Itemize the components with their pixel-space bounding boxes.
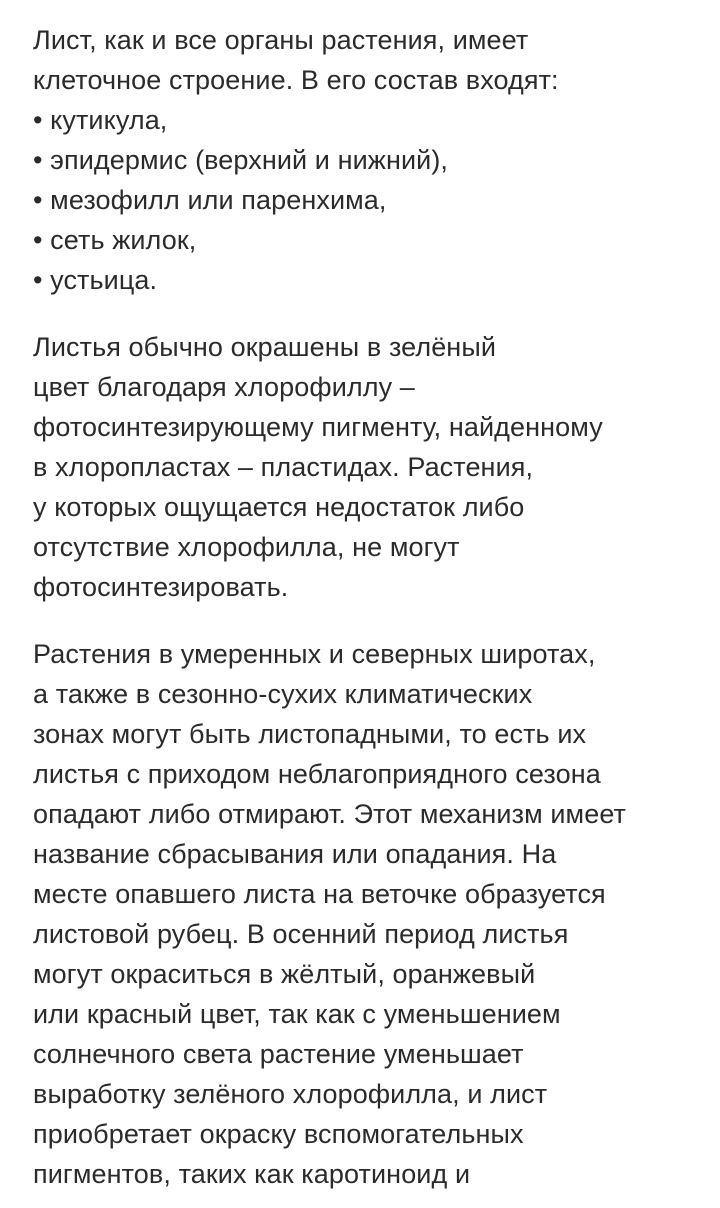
text-line: у которых ощущается недостаток либо [33, 492, 525, 522]
text-line: опадают либо отмирают. Этот механизм имеет [33, 799, 627, 829]
text-line: фотосинтезировать. [33, 572, 289, 602]
text-line: Лист, как и все органы растения, имеет [33, 25, 529, 55]
text-line: приобретает окраску вспомогательных [33, 1119, 524, 1149]
text-line: листья с приходом неблагоприядного сезона [33, 759, 601, 789]
paragraph-leaf-structure [33, 20, 713, 300]
list-item: • сеть жилок, [33, 225, 197, 255]
list-item: • мезофилл или паренхима, [33, 185, 387, 215]
text-line: фотосинтезирующему пигменту, найденному [33, 412, 603, 442]
list-item: • кутикула, [33, 105, 168, 135]
text-line: или красный цвет, так как с уменьшением [33, 999, 561, 1029]
paragraph-spacer [33, 300, 713, 327]
document-body [33, 20, 713, 1194]
text-line: месте опавшего листа на веточке образуется [33, 879, 606, 909]
paragraph-spacer [33, 607, 713, 634]
text-line: а также в сезонно-сухих климатических [33, 679, 533, 709]
text-line: клеточное строение. В его состав входят: [33, 65, 559, 95]
paragraph-deciduous [33, 634, 713, 1194]
text-line: листовой рубец. В осенний период листья [33, 919, 569, 949]
text-line: могут окраситься в жёлтый, оранжевый [33, 959, 536, 989]
text-line: цвет благодаря хлорофиллу – [33, 372, 415, 402]
list-item: • эпидермис (верхний и нижний), [33, 145, 449, 175]
text-line: пигментов, таких как каротиноид и [33, 1159, 471, 1189]
text-line: солнечного света растение уменьшает [33, 1039, 524, 1069]
list-item: • устьица. [33, 265, 158, 295]
text-line: название сбрасывания или опадания. На [33, 839, 557, 869]
text-line: зонах могут быть листопадными, то есть их [33, 719, 587, 749]
text-line: отсутствие хлорофилла, не могут [33, 532, 460, 562]
text-line: Растения в умеренных и северных широтах, [33, 639, 596, 669]
text-line: в хлоропластах – пластидах. Растения, [33, 452, 534, 482]
text-line: выработку зелёного хлорофилла, и лист [33, 1079, 548, 1109]
text-line: Листья обычно окрашены в зелёный [33, 332, 497, 362]
paragraph-chlorophyll [33, 327, 713, 607]
